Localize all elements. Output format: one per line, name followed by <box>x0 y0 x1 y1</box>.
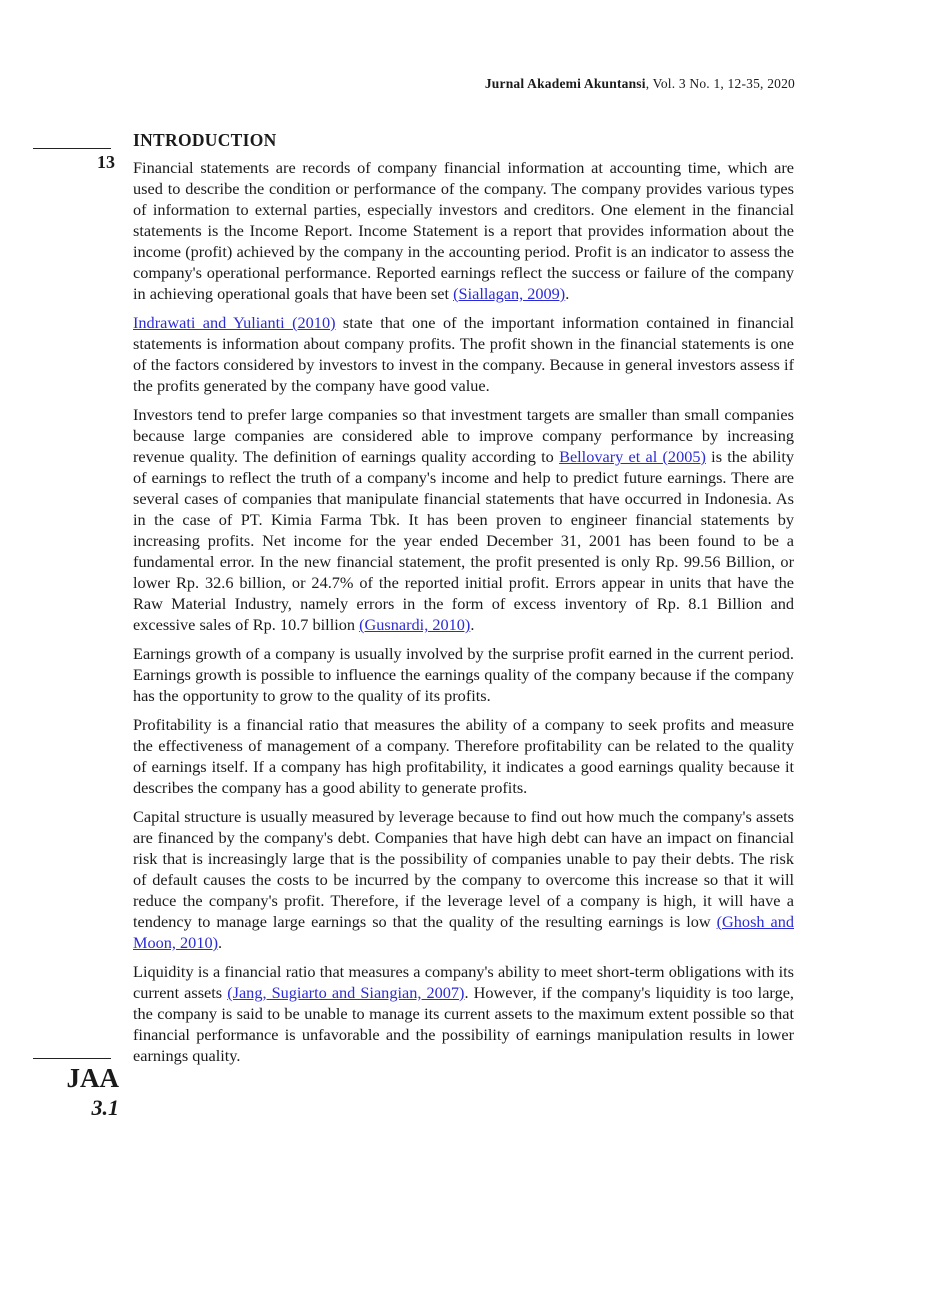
running-header <box>485 76 795 92</box>
citation-siallagan[interactable]: (Siallagan, 2009) <box>453 284 566 303</box>
margin-rule-top <box>33 148 111 149</box>
citation-jang[interactable]: (Jang, Sugiarto and Siangian, 2007) <box>227 983 465 1002</box>
paragraph-2: Indrawati and Yulianti (2010) state that one of the important information contained in financial statements is information about company profits. The profit shown in the financial statements is one of the factors considered by investors to invest in the company. Because in general investors assess if the profits generated by the company have good value. <box>133 313 794 395</box>
paragraph-4: Earnings growth of a company is usually involved by the surprise profit earned in the current period. Earnings growth is possible to influence the earnings quality of the company because if the company has the opportunity to grow to the quality of its profits. <box>133 644 794 705</box>
article-body <box>133 130 794 1074</box>
citation-gusnardi[interactable]: (Gusnardi, 2010) <box>359 615 471 634</box>
paragraph-7: Liquidity is a financial ratio that measures a company's ability to meet short-term obligations with its current assets (Jang, Sugiarto and Siangian, 2007). However, if the company's liquidity is too large, the company is said to be unable to manage its current assets to the maximum extent possible so that financial performance is unfavorable and the possibility of earnings manipulation results in lower earnings quality. <box>133 962 795 1065</box>
citation-bellovary[interactable]: Bellovary et al (2005) <box>559 447 706 466</box>
citation-ghosh[interactable]: (Ghosh and Moon, 2010) <box>133 912 795 952</box>
journal-badge <box>33 1063 119 1123</box>
margin-rule-bottom <box>33 1058 111 1059</box>
journal-abbr: JAA <box>66 1063 119 1093</box>
page-number: 13 <box>97 152 115 172</box>
journal-issue: , Vol. 3 No. 1, 12-35, 2020 <box>645 76 795 91</box>
paragraph-6: Capital structure is usually measured by leverage because to find out how much the company's assets are financed by the company's debt. Companies that have high debt can have an impact on financial risk that is increasingly large that is the possibility of companies unable to pay their debts. The risk of default causes the costs to be incurred by the company to overcome this increase so that it will reduce the company's profit. Therefore, if the leverage level of a company is high, it will have a tendency to manage large earnings so that the quality of the resulting earnings is low (Ghosh and Moon, 2010). <box>133 807 795 952</box>
section-title: INTRODUCTION <box>133 130 277 150</box>
paragraph-1: Financial statements are records of company financial information at accounting time, which are used to describe the condition or performance of the company. The company provides various types of information to external parties, especially investors and creditors. One element in the financial statements is the Income Report. Income Statement is a report that provides information about the income (profit) achieved by the company in the accounting period. Profit is an indicator to assess the company's operational performance. Reported earnings reflect the success or failure of the company in achieving operational goals that have been set (Siallagan, 2009). <box>133 158 794 303</box>
paragraph-5: Profitability is a financial ratio that measures the ability of a company to seek profits and measure the effectiveness of management of a company. Therefore profitability can be related to the quality of earnings itself. If a company has high profitability, it indicates a good earnings quality because it describes the company has a good ability to generate profits. <box>133 715 794 797</box>
citation-indrawati[interactable]: Indrawati and Yulianti (2010) <box>133 313 336 332</box>
paragraph-3: Investors tend to prefer large companies so that investment targets are smaller than small companies because large companies are considered able to improve company performance by increasing revenue quality. The definition of earnings quality according to Bellovary et al (2005) is the ability of earnings to reflect the truth of a company's income and help to predict future earnings. There are several cases of companies that manipulate financial statements that have occurred in Indonesia. As in the case of PT. Kimia Farma Tbk. It has been proven to engineer financial statements by increasing profits. Net income for the year ended December 31, 2001 has been found to be a fundamental error. In the new financial statement, the profit presented is only Rp. 99.56 Billion, or lower Rp. 32.6 billion, or 24.7% of the reported initial profit. Errors appear in units that have the Raw Material Industry, namely errors in the form of excess inventory of Rp. 8.1 Billion and excessive sales of Rp. 10.7 billion (Gusnardi, 2010). <box>133 405 795 634</box>
journal-volume: 3.1 <box>91 1095 119 1120</box>
journal-name: Jurnal Akademi Akuntansi <box>484 76 646 91</box>
